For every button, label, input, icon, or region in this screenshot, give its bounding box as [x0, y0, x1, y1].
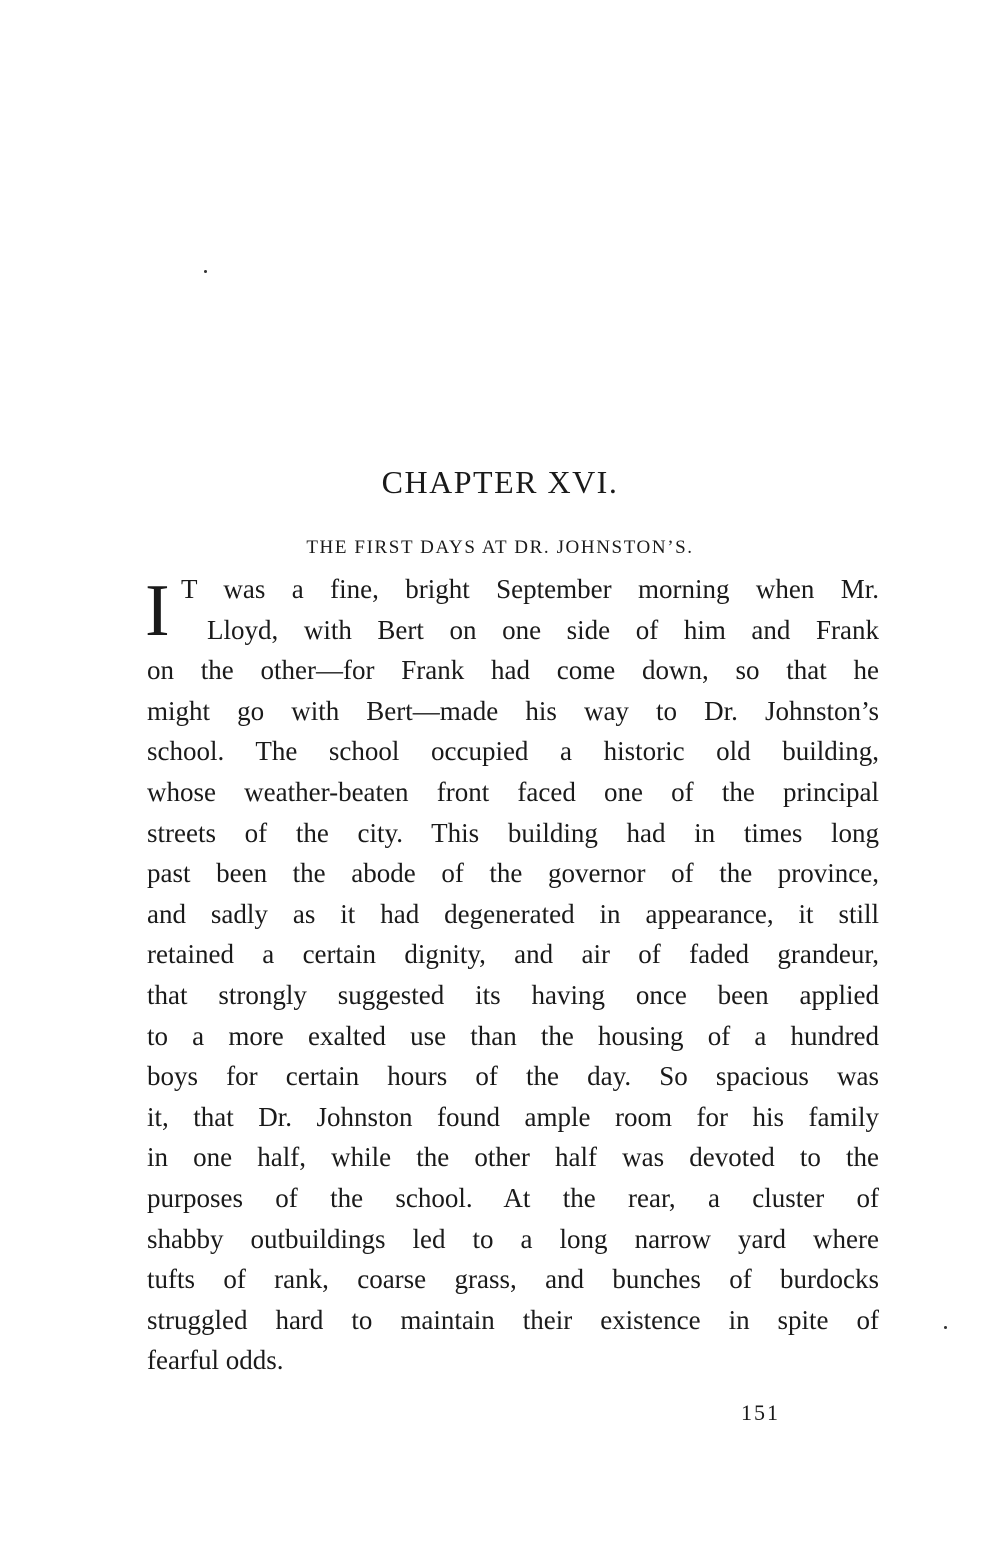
body-line: boys for certain hours of the day. So spacious was [147, 1061, 879, 1092]
body-line: whose weather-beaten front faced one of the principal [147, 776, 879, 807]
body-line: struggled hard to maintain their existence in spite of [147, 1304, 879, 1335]
body-line: might go with Bert—made his way to Dr. Johnston’s [147, 695, 879, 726]
chapter-body [147, 569, 879, 1381]
print-speck [944, 1326, 947, 1329]
body-line: tufts of rank, coarse grass, and bunches of burdocks [147, 1264, 879, 1295]
print-speck [204, 270, 207, 273]
body-line: that strongly suggested its having once been applied [147, 979, 879, 1010]
chapter-title: CHAPTER XVI. [381, 464, 619, 500]
body-line: to a more exalted use than the housing of a hundred [147, 1020, 879, 1051]
body-line: it, that Dr. Johnston found ample room for his family [147, 1101, 879, 1132]
body-line: and sadly as it had degenerated in appearance, it still [147, 898, 879, 929]
body-line: school. The school occupied a historic old building, [147, 736, 879, 767]
body-line: retained a certain dignity, and air of faded grandeur, [147, 939, 879, 970]
body-line: in one half, while the other half was devoted to the [147, 1142, 879, 1173]
body-line-text: T was a fine, bright September morning when Mr. [181, 574, 879, 604]
drop-cap: I [145, 570, 170, 652]
body-line-last: fearful odds. [147, 1345, 284, 1376]
page-number: 151 [741, 1400, 780, 1425]
body-line: past been the abode of the governor of the province, [147, 858, 879, 889]
body-line: streets of the city. This building had in times long [147, 817, 879, 848]
body-line: on the other—for Frank had come down, so that he [147, 655, 879, 686]
body-line: Lloyd, with Bert on one side of him and Frank [207, 614, 879, 645]
body-line: shabby outbuildings led to a long narrow yard where [147, 1223, 879, 1254]
chapter-subtitle: THE FIRST DAYS AT DR. JOHNSTON’S. [306, 537, 694, 558]
body-line: purposes of the school. At the rear, a cluster of [147, 1182, 879, 1213]
